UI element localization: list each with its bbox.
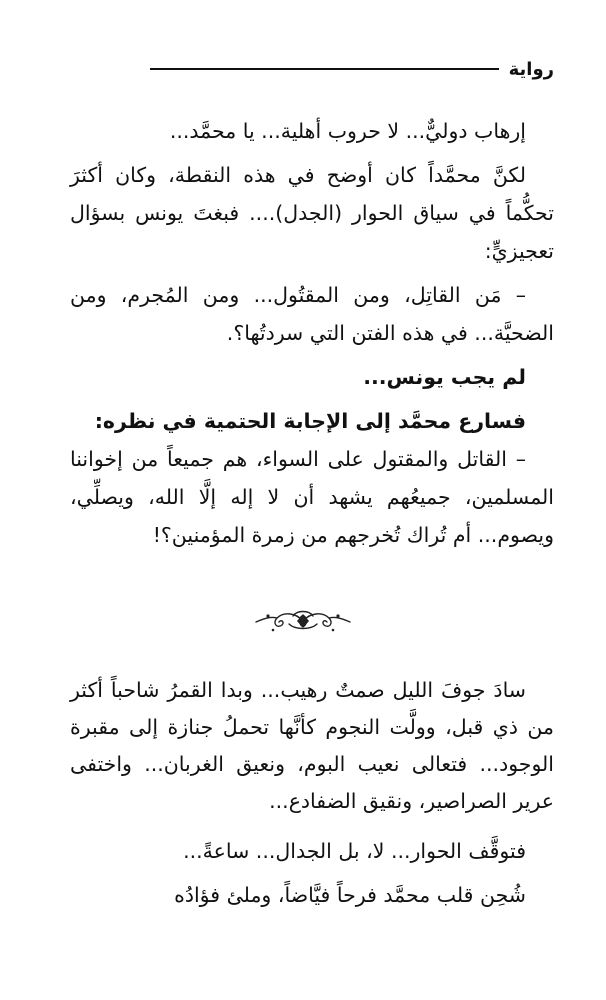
paragraph: شُحِن قلب محمَّد فرحاً فيَّاضاً، وملئ فؤادُه [174,883,526,907]
paragraph: فتوقَّف الحوار... لا، بل الجدال... ساعةً... [183,839,526,863]
running-header [150,54,554,84]
paragraph: لكنَّ محمَّداً كان أوضح في هذه النقطة، وكان أكثرَ تحكُّماً في سياق الحوار (الجدل).... فبغتَ يونس بسؤال تعجيزيٍّ: [70,163,554,263]
running-header-title: رواية [508,58,554,80]
paragraph: لم يجب يونس... [363,365,526,389]
floral-ornament-icon [253,604,353,638]
section-divider [0,604,606,638]
paragraph: – مَن القاتِل، ومن المقتُول... ومن المُجرم، ومن الضحيَّة... في هذه الفتن التي سردتُها؟. [70,283,554,345]
paragraph: – القاتل والمقتول على السواء، هم جميعاً من إخواننا المسلمين، جميعُهم يشهد أن لا إله إلَّا الله، ويصلِّي، ويصوم... أم تُراك تُخرجهم من زمرة المؤمنين؟! [70,447,554,547]
body-text-section-1 [70,112,554,554]
header-rule [150,68,499,70]
body-text-section-2 [70,672,554,914]
paragraph: سادَ جوفَ الليل صمتٌ رهيب... وبدا القمرُ شاحباً أكثر من ذي قبل، وولَّت النجوم كأنَّها تحملُ جنازة إلى مقبرة الوجود... فتعالى نعيب البوم، ونعيق الغربان... واختفى عرير الصراصير، ونقيق الضفادع... [70,678,554,813]
paragraph: إرهاب دوليٌّ... لا حروب أهلية... يا محمَّد... [169,119,526,143]
paragraph: فسارع محمَّد إلى الإجابة الحتمية في نظره: [94,409,526,433]
